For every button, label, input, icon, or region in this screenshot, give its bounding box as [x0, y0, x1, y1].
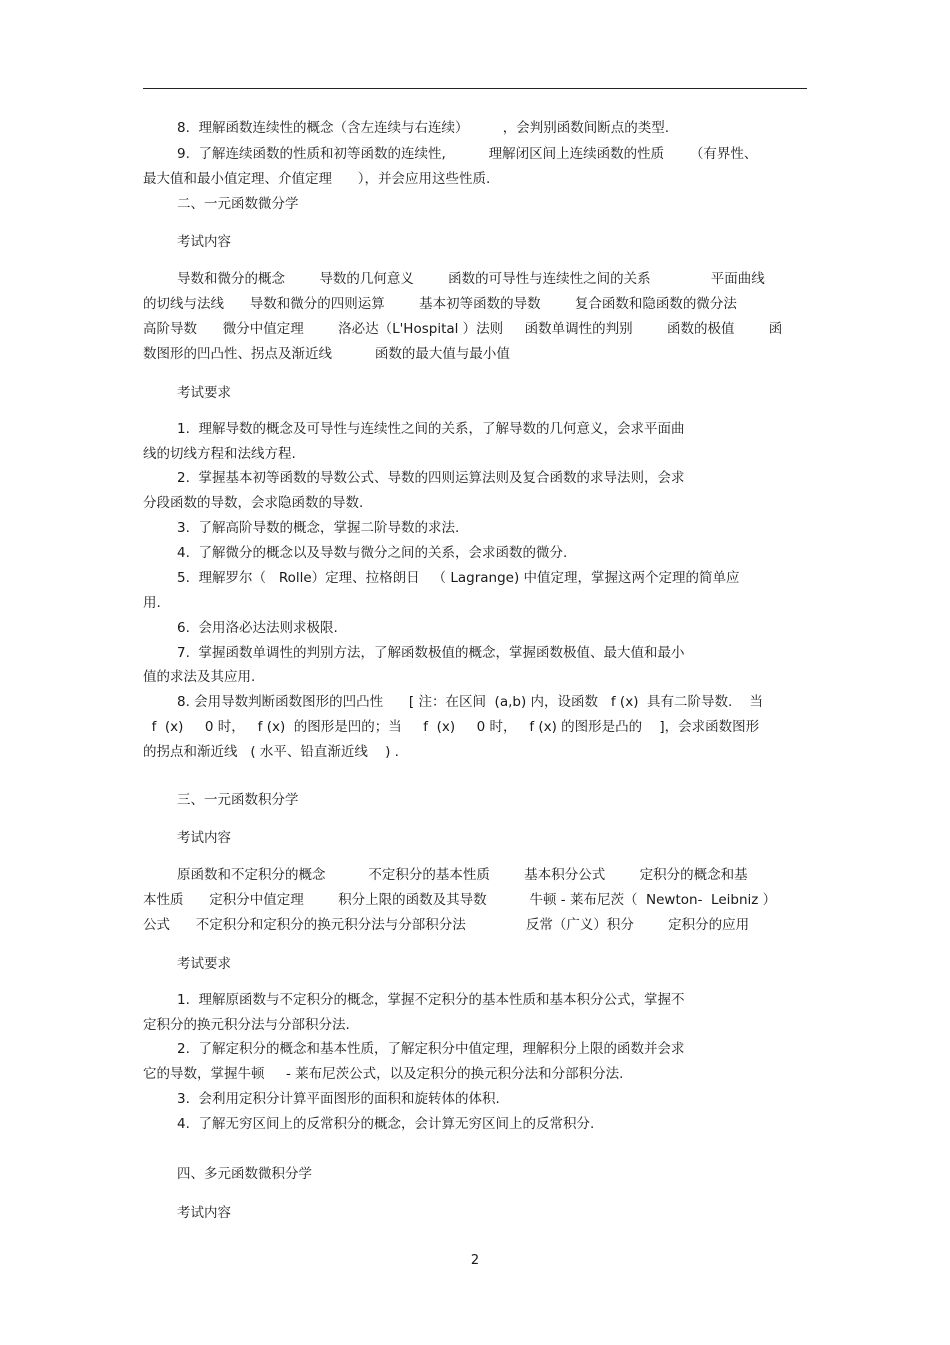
- subsection-heading: 考试内容: [177, 830, 231, 846]
- text-line: 分段函数的导数，会求隐函数的导数.: [143, 495, 364, 511]
- text-line: 2. 了解定积分的概念和基本性质，了解定积分中值定理，理解积分上限的函数并会求: [177, 1041, 685, 1057]
- subsection-heading: 考试要求: [177, 956, 231, 972]
- text-line: 用.: [143, 595, 161, 611]
- text-line: 原函数和不定积分的概念 不定积分的基本性质 基本积分公式 定积分的概念和基: [177, 867, 748, 883]
- text-line: 最大值和最小值定理、介值定理 ），并会应用这些性质.: [143, 171, 491, 187]
- text-line: 的切线与法线 导数和微分的四则运算 基本初等函数的导数 复合函数和隐函数的微分法: [143, 296, 737, 312]
- text-line: 1. 理解导数的概念及可导性与连续性之间的关系，了解导数的几何意义，会求平面曲: [177, 421, 685, 437]
- text-line: 6. 会用洛必达法则求极限.: [177, 620, 338, 636]
- text-line: 本性质 定积分中值定理 积分上限的函数及其导数 牛顿 - 莱布尼茨（ Newton- Leibniz ）: [143, 892, 777, 908]
- text-line: 导数和微分的概念 导数的几何意义 函数的可导性与连续性之间的关系 平面曲线: [177, 271, 765, 287]
- subsection-heading: 考试内容: [177, 1205, 231, 1221]
- section-heading: 二、一元函数微分学: [177, 196, 299, 212]
- text-line: 7. 掌握函数单调性的判别方法，了解函数极值的概念，掌握函数极值、最大值和最小: [177, 645, 685, 661]
- text-line: 值的求法及其应用.: [143, 669, 256, 685]
- text-line: 线的切线方程和法线方程.: [143, 446, 296, 462]
- text-line: 的拐点和渐近线 ( 水平、铅直渐近线 ) .: [143, 744, 399, 760]
- text-line: 高阶导数 微分中值定理 洛必达（L'Hospital ）法则 函数单调性的判别 函数的极值 函: [143, 321, 783, 337]
- page-number: 2: [470, 1253, 480, 1268]
- subsection-heading: 考试要求: [177, 385, 231, 401]
- text-line: 它的导数，掌握牛顿 - 莱布尼茨公式，以及定积分的换元积分法和分部积分法.: [143, 1066, 624, 1082]
- text-line: 2. 掌握基本初等函数的导数公式、导数的四则运算法则及复合函数的求导法则，会求: [177, 470, 685, 486]
- text-line: 1. 理解原函数与不定积分的概念，掌握不定积分的基本性质和基本积分公式，掌握不: [177, 992, 685, 1008]
- text-line: 8. 理解函数连续性的概念（含左连续与右连续） ，会判别函数间断点的类型.: [177, 120, 670, 136]
- subsection-heading: 考试内容: [177, 234, 231, 250]
- text-line: 4. 了解微分的概念以及导数与微分之间的关系，会求函数的微分.: [177, 545, 568, 561]
- text-line: f (x) 0 时， f (x) 的图形是凹的；当 f (x) 0 时， f (x) 的图形是凸的 ]，会求函数图形: [143, 719, 760, 735]
- text-line: 定积分的换元积分法与分部积分法.: [143, 1017, 350, 1033]
- text-line: 数图形的凹凸性、拐点及渐近线 函数的最大值与最小值: [143, 346, 510, 362]
- section-heading: 三、一元函数积分学: [177, 792, 299, 808]
- text-line: 9. 了解连续函数的性质和初等函数的连续性, 理解闭区间上连续函数的性质 （有界性、: [177, 146, 758, 162]
- text-line: 3. 了解高阶导数的概念，掌握二阶导数的求法.: [177, 520, 460, 536]
- text-line: 8. 会用导数判断函数图形的凹凸性 [ 注：在区间 (a,b) 内，设函数 f (x) 具有二阶导数. 当: [177, 694, 763, 710]
- text-line: 3. 会利用定积分计算平面图形的面积和旋转体的体积.: [177, 1091, 500, 1107]
- header-rule: [143, 88, 807, 89]
- text-line: 5. 理解罗尔（ Rolle）定理、拉格朗日 （ Lagrange) 中值定理，掌握这两个定理的简单应: [177, 570, 740, 586]
- text-line: 4. 了解无穷区间上的反常积分的概念，会计算无穷区间上的反常积分.: [177, 1116, 595, 1132]
- text-line: 公式 不定积分和定积分的换元积分法与分部积分法 反常（广义）积分 定积分的应用: [143, 917, 750, 933]
- section-heading: 四、多元函数微积分学: [177, 1166, 312, 1182]
